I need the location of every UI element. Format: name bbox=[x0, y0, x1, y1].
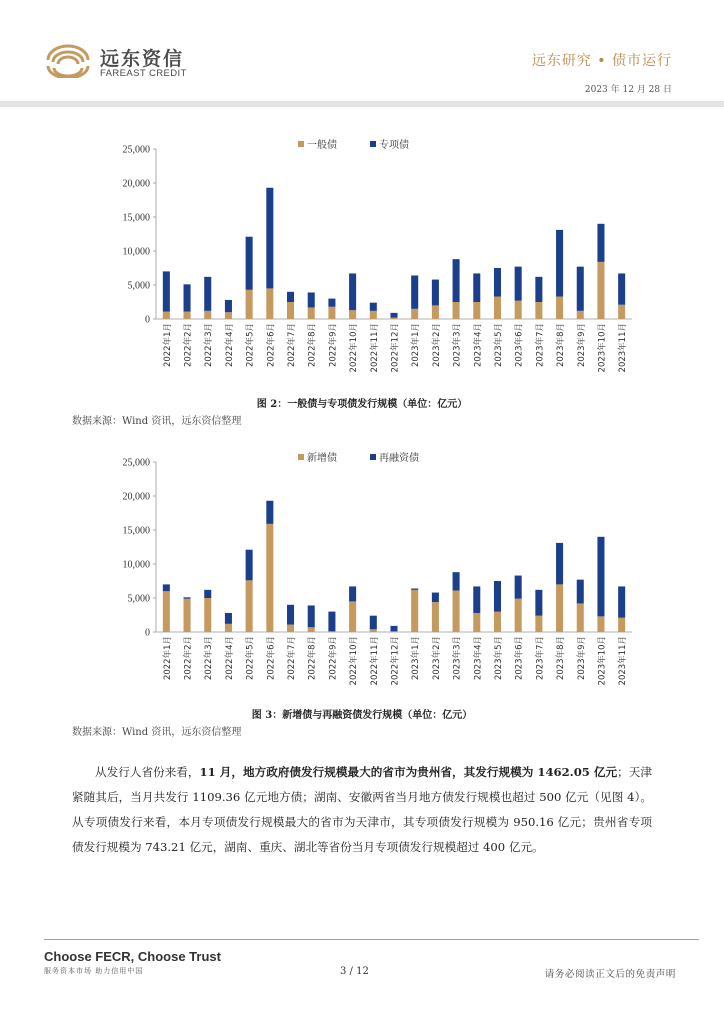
bar-series1-15 bbox=[453, 591, 460, 632]
figure-2-chart bbox=[0, 135, 724, 385]
bar-series1-18 bbox=[515, 599, 522, 632]
y-tick-label: 5,000 bbox=[127, 280, 150, 292]
bar-series2-2 bbox=[184, 284, 191, 311]
bar-series1-22 bbox=[597, 616, 604, 632]
brand-name-cn: 远东资信 bbox=[100, 48, 185, 70]
bar-series2-19 bbox=[535, 277, 542, 302]
bar-series2-10 bbox=[349, 586, 356, 601]
x-tick-label: 2022年5月 bbox=[245, 636, 256, 681]
bar-series2-20 bbox=[556, 543, 563, 584]
bar-series1-4 bbox=[225, 624, 232, 632]
bar-series1-5 bbox=[246, 580, 253, 632]
figure-3-chart bbox=[0, 448, 724, 698]
bar-series2-12 bbox=[390, 626, 397, 631]
bar-series2-3 bbox=[204, 277, 211, 311]
new-vs-refinancing-bond-chart bbox=[0, 448, 724, 698]
bar-series2-2 bbox=[184, 597, 191, 598]
x-tick-label: 2023年8月 bbox=[556, 636, 567, 681]
bar-series2-14 bbox=[432, 280, 439, 306]
x-tick-label: 2023年2月 bbox=[431, 636, 442, 681]
x-tick-label: 2023年1月 bbox=[411, 323, 422, 368]
bar-series2-19 bbox=[535, 590, 542, 616]
x-tick-label: 2022年11月 bbox=[369, 636, 380, 686]
paragraph-rest: ；天津紧随其后，当月共发行 1109.36 亿元地方债；湖南、安徽两省当月地方债发行规模也超过 500 亿元（见图 4）。从专项债发行来看，本月专项债发行规模最大的省市为天津市，其专项债发行规模为 950.16 亿元；贵州省专项债发行规模为 743.21 亿元，湖南、重庆、湖北等省份当月专项债发行规模超过 400 亿元。 bbox=[72, 765, 652, 854]
footer-disclaimer: 请务必阅读正文后的免责声明 bbox=[544, 969, 676, 980]
bar-series2-1 bbox=[163, 271, 170, 311]
bar-series2-5 bbox=[246, 550, 253, 581]
bar-series1-9 bbox=[328, 307, 335, 319]
legend-label: 一般债 bbox=[307, 140, 337, 151]
bar-series1-13 bbox=[411, 590, 418, 632]
y-tick-label: 25,000 bbox=[122, 144, 150, 156]
footer-slogan: Choose FECR, Choose Trust bbox=[44, 949, 221, 964]
page-header bbox=[0, 0, 724, 108]
x-tick-label: 2022年2月 bbox=[183, 636, 194, 681]
figure-2-caption: 图 2：一般债与专项债发行规模（单位：亿元） bbox=[256, 399, 468, 410]
bar-series2-21 bbox=[577, 267, 584, 311]
x-tick-label: 2022年2月 bbox=[183, 323, 194, 368]
bar-series2-7 bbox=[287, 292, 294, 302]
x-tick-label: 2022年12月 bbox=[390, 323, 401, 373]
bar-series2-22 bbox=[597, 537, 604, 617]
x-tick-label: 2023年5月 bbox=[493, 636, 504, 681]
x-tick-label: 2022年5月 bbox=[245, 323, 256, 368]
x-tick-label: 2023年9月 bbox=[576, 636, 587, 681]
x-tick-label: 2022年1月 bbox=[162, 636, 173, 681]
bar-series1-3 bbox=[204, 311, 211, 319]
bar-series1-7 bbox=[287, 302, 294, 319]
y-tick-label: 0 bbox=[145, 627, 150, 639]
bar-series1-18 bbox=[515, 301, 522, 319]
y-tick-label: 5,000 bbox=[127, 593, 150, 605]
bar-series2-16 bbox=[473, 273, 480, 302]
y-tick-label: 15,000 bbox=[122, 525, 150, 537]
x-tick-label: 2022年7月 bbox=[287, 323, 298, 368]
bar-series2-23 bbox=[618, 273, 625, 304]
bar-series1-2 bbox=[184, 312, 191, 319]
x-tick-label: 2023年7月 bbox=[535, 323, 546, 368]
bar-series2-23 bbox=[618, 586, 625, 617]
bar-series1-12 bbox=[390, 631, 397, 632]
paragraph-highlight: 11 月，地方政府债发行规模最大的省市为贵州省，其发行规模为 1462.05 亿元 bbox=[199, 765, 618, 779]
bar-series2-11 bbox=[370, 303, 377, 311]
bar-series1-6 bbox=[266, 288, 273, 319]
page-number: 3 / 12 bbox=[340, 966, 369, 977]
header-divider bbox=[0, 101, 724, 107]
paragraph-lead: 从发行人省份来看， bbox=[95, 765, 200, 779]
bar-series1-23 bbox=[618, 305, 625, 319]
bar-series1-10 bbox=[349, 601, 356, 632]
bar-series1-20 bbox=[556, 584, 563, 632]
bar-series1-19 bbox=[535, 616, 542, 632]
bar-series2-18 bbox=[515, 267, 522, 301]
bar-series2-17 bbox=[494, 581, 501, 612]
bar-series2-10 bbox=[349, 273, 356, 310]
x-tick-label: 2022年11月 bbox=[369, 323, 380, 373]
bar-series1-16 bbox=[473, 302, 480, 319]
bar-series1-5 bbox=[246, 290, 253, 319]
x-tick-label: 2022年10月 bbox=[349, 323, 360, 373]
bar-series2-6 bbox=[266, 501, 273, 524]
bar-series1-8 bbox=[308, 627, 315, 632]
y-tick-label: 20,000 bbox=[122, 491, 150, 503]
figure-3-source: 数据来源：Wind 资讯，远东资信整理 bbox=[72, 727, 242, 738]
y-tick-label: 15,000 bbox=[122, 212, 150, 224]
bar-series1-21 bbox=[577, 603, 584, 632]
x-tick-label: 2023年9月 bbox=[576, 323, 587, 368]
x-tick-label: 2023年10月 bbox=[597, 323, 608, 373]
analysis-paragraph bbox=[72, 760, 652, 860]
x-tick-label: 2023年2月 bbox=[431, 323, 442, 368]
bar-series1-8 bbox=[308, 307, 315, 319]
legend-label: 新增债 bbox=[307, 453, 337, 464]
figure-2-source: 数据来源：Wind 资讯，远东资信整理 bbox=[72, 416, 242, 427]
bar-series2-3 bbox=[204, 590, 211, 598]
bar-series1-7 bbox=[287, 625, 294, 632]
bar-series1-13 bbox=[411, 309, 418, 319]
bar-series1-11 bbox=[370, 629, 377, 632]
x-tick-label: 2023年11月 bbox=[618, 323, 629, 373]
bar-series2-9 bbox=[328, 299, 335, 307]
bar-series1-15 bbox=[453, 302, 460, 319]
x-tick-label: 2023年4月 bbox=[473, 636, 484, 681]
legend-swatch bbox=[370, 454, 376, 460]
y-tick-label: 10,000 bbox=[122, 559, 150, 571]
bar-series1-11 bbox=[370, 311, 377, 319]
bar-series2-11 bbox=[370, 616, 377, 630]
bar-series1-20 bbox=[556, 297, 563, 319]
x-tick-label: 2023年6月 bbox=[514, 636, 525, 681]
x-tick-label: 2022年3月 bbox=[204, 323, 215, 368]
bar-series2-13 bbox=[411, 588, 418, 589]
x-tick-label: 2022年8月 bbox=[307, 323, 318, 368]
x-tick-label: 2022年10月 bbox=[349, 636, 360, 686]
figure-3-caption: 图 3：新增债与再融资债发行规模（单位：亿元） bbox=[251, 710, 473, 721]
bar-series1-14 bbox=[432, 602, 439, 632]
x-tick-label: 2023年4月 bbox=[473, 322, 484, 368]
bar-series2-8 bbox=[308, 605, 315, 627]
bar-series2-17 bbox=[494, 268, 501, 297]
legend-swatch bbox=[298, 454, 304, 460]
bar-series1-19 bbox=[535, 302, 542, 319]
x-tick-label: 2022年12月 bbox=[390, 636, 401, 686]
x-tick-label: 2022年8月 bbox=[307, 636, 318, 681]
x-tick-label: 2022年9月 bbox=[328, 636, 339, 681]
bar-series2-6 bbox=[266, 188, 273, 289]
bar-series1-23 bbox=[618, 618, 625, 632]
x-tick-label: 2022年1月 bbox=[162, 323, 173, 368]
x-tick-label: 2022年6月 bbox=[266, 323, 277, 368]
bar-series1-6 bbox=[266, 524, 273, 632]
brand-name-en: FAREAST CREDIT bbox=[100, 68, 187, 79]
bar-series1-3 bbox=[204, 598, 211, 632]
legend-label: 再融资债 bbox=[379, 453, 419, 464]
x-tick-label: 2022年4月 bbox=[224, 323, 235, 368]
y-tick-label: 25,000 bbox=[122, 457, 150, 469]
x-tick-label: 2022年7月 bbox=[287, 636, 298, 681]
bar-series2-15 bbox=[453, 572, 460, 590]
bar-series1-4 bbox=[225, 312, 232, 319]
bar-series2-21 bbox=[577, 580, 584, 604]
bar-series2-14 bbox=[432, 593, 439, 603]
bar-series1-10 bbox=[349, 310, 356, 319]
bar-series2-13 bbox=[411, 275, 418, 308]
bar-series2-7 bbox=[287, 605, 294, 625]
footer-subslogan: 服务资本市场 助力信用中国 bbox=[44, 967, 144, 975]
x-tick-label: 2022年9月 bbox=[328, 323, 339, 368]
bar-series2-1 bbox=[163, 584, 170, 591]
bar-series2-9 bbox=[328, 612, 335, 632]
bar-series1-22 bbox=[597, 262, 604, 319]
bar-series2-18 bbox=[515, 576, 522, 599]
bar-series2-5 bbox=[246, 237, 253, 290]
bar-series1-2 bbox=[184, 599, 191, 632]
x-tick-label: 2022年4月 bbox=[224, 636, 235, 681]
bar-series2-20 bbox=[556, 230, 563, 297]
bar-series1-17 bbox=[494, 612, 501, 632]
x-tick-label: 2023年11月 bbox=[618, 636, 629, 686]
bar-series1-9 bbox=[328, 631, 335, 632]
x-tick-label: 2022年3月 bbox=[204, 636, 215, 681]
x-tick-label: 2023年1月 bbox=[411, 636, 422, 681]
legend-label: 专项债 bbox=[379, 140, 409, 151]
bar-series2-16 bbox=[473, 586, 480, 613]
bar-series2-4 bbox=[225, 613, 232, 624]
general-vs-special-bond-chart bbox=[0, 135, 724, 385]
x-tick-label: 2023年8月 bbox=[556, 323, 567, 368]
x-tick-label: 2023年5月 bbox=[493, 323, 504, 368]
bar-series1-12 bbox=[390, 318, 397, 319]
bar-series1-21 bbox=[577, 311, 584, 319]
x-tick-label: 2023年7月 bbox=[535, 636, 546, 681]
bar-series2-8 bbox=[308, 292, 315, 307]
x-tick-label: 2023年3月 bbox=[452, 323, 463, 368]
legend-swatch bbox=[370, 141, 376, 147]
bar-series1-16 bbox=[473, 613, 480, 632]
x-tick-label: 2023年10月 bbox=[597, 636, 608, 686]
x-tick-label: 2023年6月 bbox=[514, 323, 525, 368]
x-tick-label: 2023年3月 bbox=[452, 636, 463, 681]
bar-series2-4 bbox=[225, 300, 232, 312]
bar-series1-1 bbox=[163, 591, 170, 632]
report-date: 2023 年 12 月 28 日 bbox=[584, 85, 672, 95]
y-tick-label: 10,000 bbox=[122, 246, 150, 258]
legend-swatch bbox=[298, 141, 304, 147]
bar-series1-14 bbox=[432, 305, 439, 319]
section-title: 远东研究 • 债市运行 bbox=[531, 53, 672, 69]
bar-series2-15 bbox=[453, 259, 460, 302]
footer-divider bbox=[44, 939, 699, 940]
x-tick-label: 2022年6月 bbox=[266, 636, 277, 681]
y-tick-label: 20,000 bbox=[122, 178, 150, 190]
y-tick-label: 0 bbox=[145, 314, 150, 326]
bar-series2-12 bbox=[390, 313, 397, 318]
bar-series1-17 bbox=[494, 297, 501, 319]
bar-series2-22 bbox=[597, 224, 604, 262]
fareast-credit-logo-icon bbox=[44, 42, 92, 78]
bar-series1-1 bbox=[163, 312, 170, 319]
